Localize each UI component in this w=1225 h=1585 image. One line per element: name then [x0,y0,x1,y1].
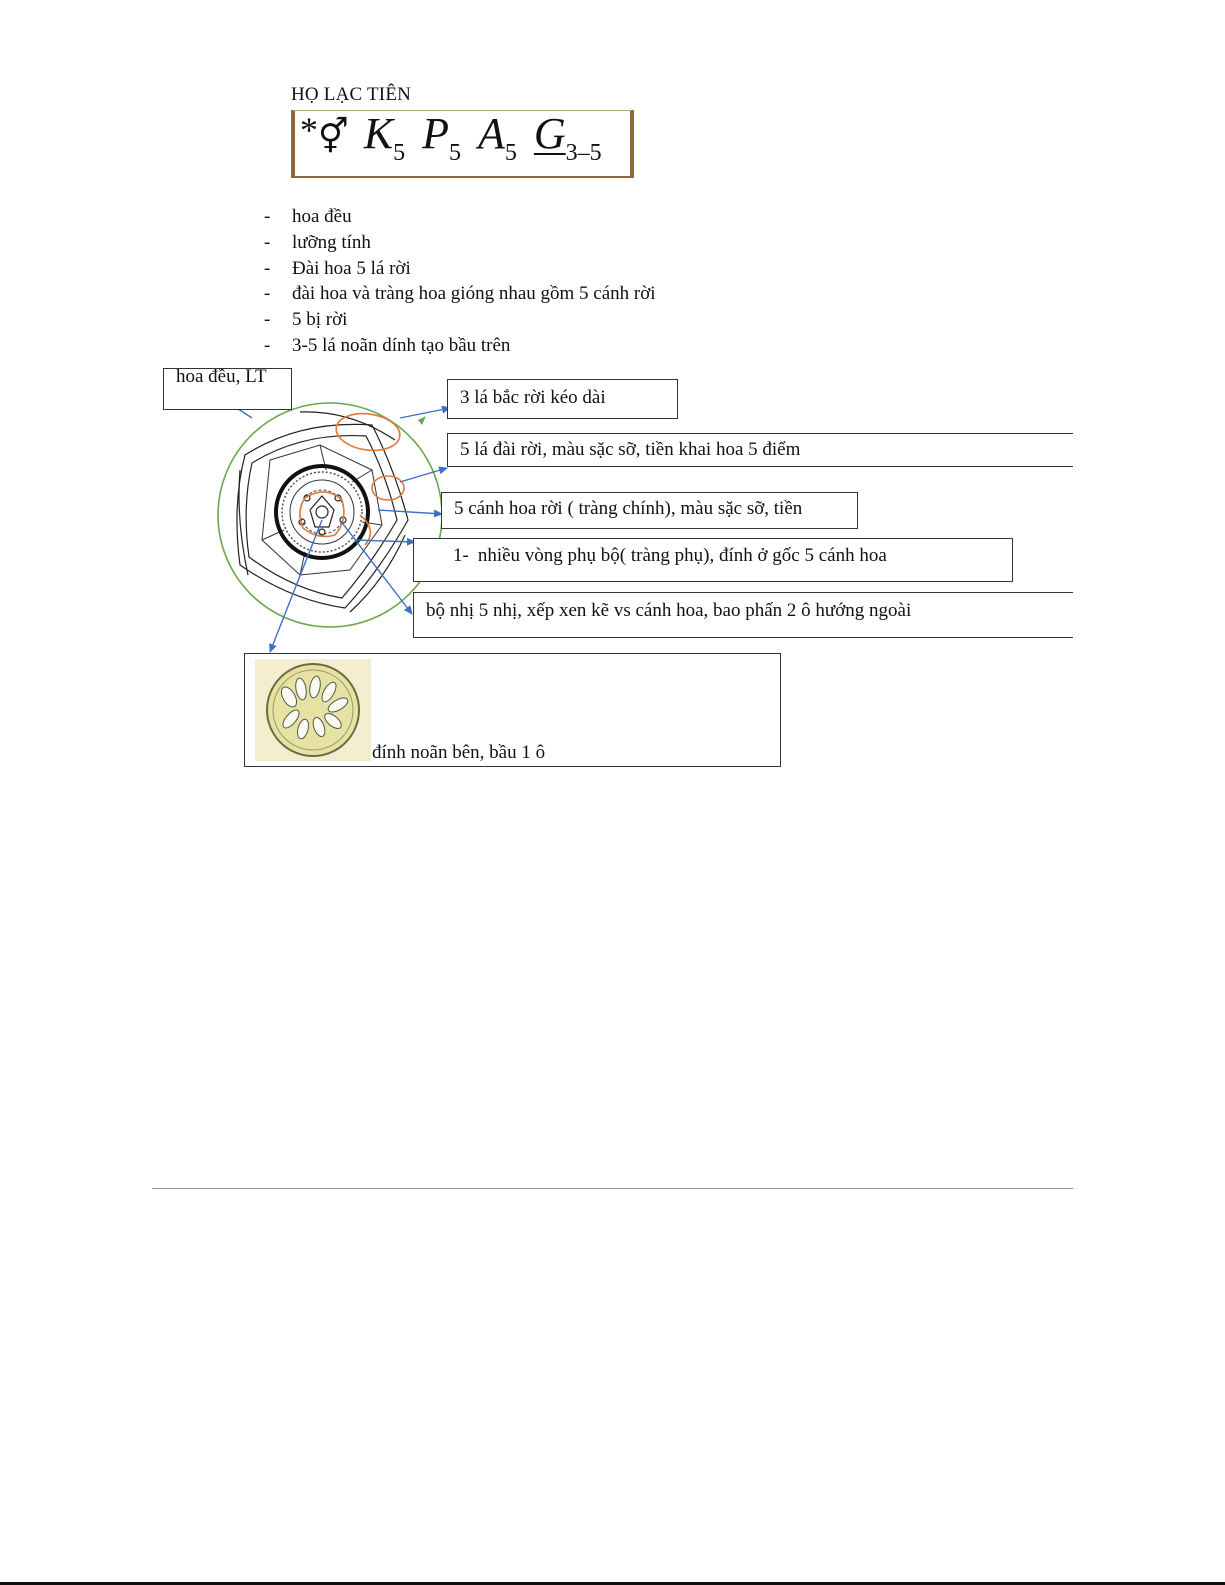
formula-p: $P_5$ [422,109,461,166]
corona-text: nhiều vòng phụ bộ( tràng phụ), đính ở gốc 5 cánh hoa [477,545,887,566]
list-item: - hoa đều [264,206,352,227]
bracts-outline [237,412,408,612]
label-stamens: bộ nhị 5 nhị, xếp xen kẽ vs cánh hoa, bao phấn 2 ô hướng ngoài [413,592,1073,638]
page-divider [152,1188,1073,1189]
ovary-caption: đính noãn bên, bầu 1 ô [372,742,546,763]
corona-number: 1- [453,545,469,566]
ovary-cross-section-image [255,659,371,761]
label-petals: 5 cánh hoa rời ( tràng chính), màu sặc sỡ, tiền [441,492,858,529]
label-corona [413,538,1013,582]
formula-g: $G_{3-5}$ [533,109,602,166]
green-marker [418,416,426,425]
label-sepals: 5 lá đài rời, màu sặc sỡ, tiền khai hoa 5 điểm [447,433,1073,467]
arrow-ovary [270,520,322,652]
ovary-box [244,653,781,767]
arrow-sepals [400,468,447,482]
arrow-petals [378,510,442,514]
list-item: - lưỡng tính [264,231,371,253]
list-item: - đài hoa và tràng hoa gióng nhau gồm 5 cánh rời [264,283,656,305]
list-item: - 5 bị rời [264,309,348,331]
formula-k: $K_5$ [363,109,406,166]
label-regular-flower: hoa đều, LT [163,368,292,410]
actinomorphic-symbol: * [300,110,318,150]
bisexual-symbol: ⚥ [318,119,349,156]
family-title: HỌ LẠC TIÊN [291,84,412,105]
formula-a: $A_5$ [477,109,517,166]
list-item: - 3-5 lá noãn dính tạo bầu trên [264,334,511,356]
list-item: - Đài hoa 5 lá rời [264,257,411,279]
label-bracts: 3 lá bắc rời kéo dài [447,379,678,419]
arrow-corona [355,540,415,542]
